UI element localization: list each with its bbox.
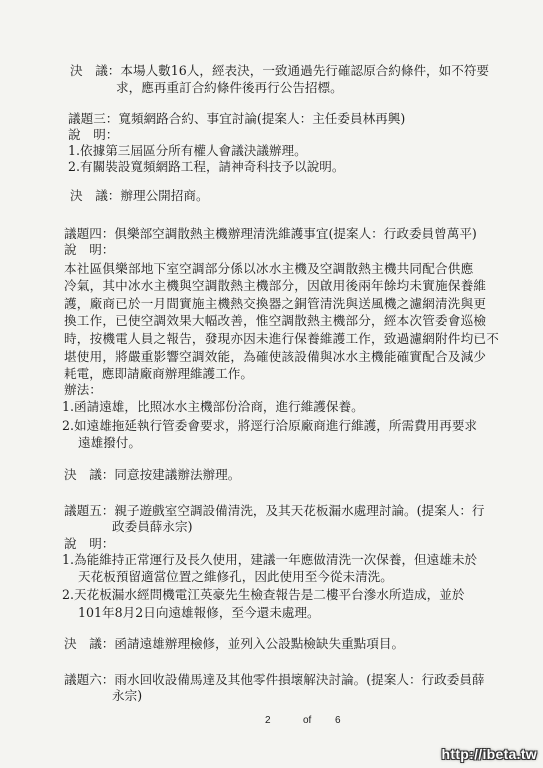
page-total: 6 <box>335 715 341 726</box>
text-line: 1.為能維持正常運行及長久使用，建議一年應做清洗一次保養，但遠雄未於 <box>62 552 478 567</box>
text-line: 議題三：寬頻網路合約、事宜討論(提案人：主任委員林再興) <box>68 111 406 126</box>
text-line: 堪使用，將嚴重影響空調效能，為確使該設備與冰水主機能確實配合及減少 <box>64 349 487 364</box>
text-line: 2.天花板漏水經問機電江英豪先生檢查報告是二樓平台滲水所造成，並於 <box>62 587 465 602</box>
text-line: 說 明： <box>64 536 115 551</box>
text-line: 101年8月2日向遠雄報修，至今還未處理。 <box>78 605 320 620</box>
text-line: 決 議：辦理公開招商。 <box>70 188 209 203</box>
text-line: 冷氣，其中冰水主機與空調散熱主機部分，因啟用後兩年餘均未實施保養維 <box>64 278 487 293</box>
text-line: 說 明： <box>68 127 119 142</box>
text-line: 議題四：俱樂部空調散熱主機辦理清洗維護事宜(提案人：行政委員曾萬平) <box>64 226 477 241</box>
text-line: 議題五：親子遊戲室空調設備清洗，及其天花板漏水處理討論。(提案人：行 <box>64 503 485 518</box>
text-line: 2.如遠雄拖延執行管委會要求，將逕行洽原廠商進行維護，所需費用再要求 <box>62 418 478 433</box>
text-line: 耗電，應即請廠商辦理維護工作。 <box>64 366 253 381</box>
text-line: 永宗) <box>112 688 143 703</box>
text-line: 本社區俱樂部地下室空調部分係以冰水主機及空調散熱主機共同配合供應 <box>64 261 474 276</box>
page-of-label: of <box>303 715 312 726</box>
text-line: 決 議：同意按建議辦法辦理。 <box>64 467 241 482</box>
text-line: 求，應再重訂合約條件後再行公告招標。 <box>116 80 343 95</box>
text-line: 天花板預留適當位置之維修孔，因此使用至今從未清洗。 <box>78 569 393 584</box>
text-line: 遠雄撥付。 <box>78 435 141 450</box>
text-line: 說 明： <box>64 242 115 257</box>
text-line: 時，按機電人員之報告，發現亦因未進行保養維護工作，致過濾網附件均已不 <box>64 331 499 346</box>
page-number: 2 <box>265 715 271 726</box>
text-line: 1.依據第三屆區分所有權人會議決議辦理。 <box>68 143 307 158</box>
text-line: 護，廠商已於一月間實施主機熱交換器之銅管清洗與送風機之濾網清洗與更 <box>64 296 487 311</box>
text-line: 1.函請遠雄，比照冰水主機部份洽商，進行維護保養。 <box>62 399 364 414</box>
text-line: 辦法： <box>64 382 102 397</box>
text-line: 2.有關裝設寬頻網路工程，請神奇科技予以說明。 <box>68 159 345 174</box>
text-line: 議題六：雨水回收設備馬達及其他零件損壞解決討論。(提案人：行政委員薛 <box>64 672 485 687</box>
text-line: 決 議：函請遠雄辦理檢修，並列入公設點檢缺失重點項目。 <box>64 636 405 651</box>
text-line: 決 議：本場人數16人，經表決，一致通過先行確認原合約條件，如不符要 <box>70 63 490 78</box>
text-line: 換工作，已使空調效果大幅改善，惟空調散熱主機部分，經本次管委會巡檢 <box>64 313 487 328</box>
text-line: 政委員薛永宗) <box>112 519 193 534</box>
site-watermark: http://ibeta.tw <box>441 746 537 762</box>
